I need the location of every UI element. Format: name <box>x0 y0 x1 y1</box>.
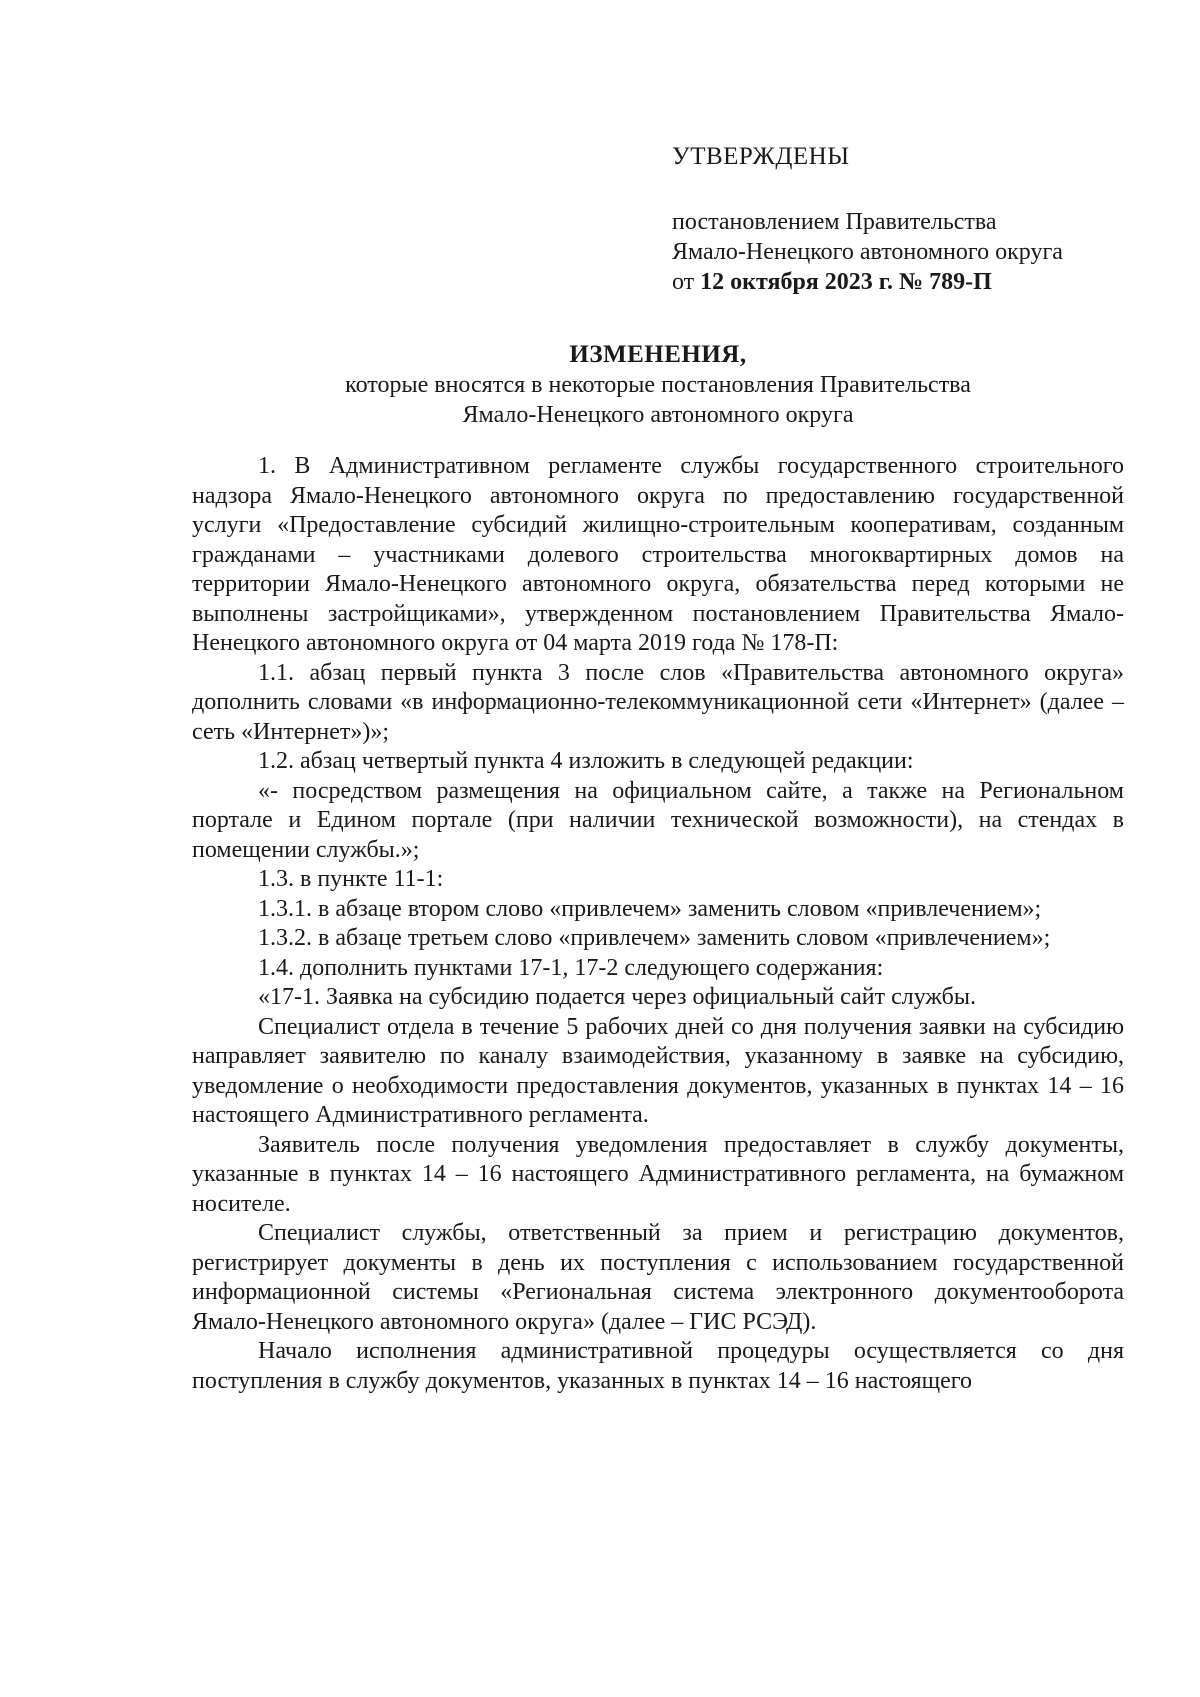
paragraph: 1.2. абзац четвертый пункта 4 изложить в следующей редакции: <box>258 748 914 774</box>
paragraph: 1.3.2. в абзаце третьем слово «привлечем» заменить словом «привлечением»; <box>258 925 1051 951</box>
approval-date-line <box>672 267 1142 297</box>
paragraph: 1.4. дополнить пунктами 17-1, 17-2 следующего содержания: <box>258 954 884 981</box>
paragraph: Заявитель после получения уведомления предоставляет в службу документы, указанные в пунктах 14 – 16 настоящего Административного регламента, на бумажном носителе. <box>192 1131 1124 1217</box>
paragraph: Начало исполнения административной процедуры осуществляется со дня поступления в службу документов, указанных в пунктах 14 – 16 настоящего <box>192 1338 1124 1394</box>
document-subtitle-line-2: Ямало-Ненецкого автономного округа <box>462 402 854 428</box>
document-title: ИЗМЕНЕНИЯ, <box>569 341 747 368</box>
paragraph: 1.1. абзац первый пункта 3 после слов «Правительства автономного округа» дополнить словами «в информационно-телекоммуникационной сети «Интернет» (далее – сеть «Интернет»)»; <box>192 659 1124 745</box>
approval-heading: УТВЕРЖДЕНЫ <box>672 143 850 170</box>
document-title-block <box>192 340 1124 430</box>
paragraph: «17-1. Заявка на субсидию подается через официальный сайт службы. <box>258 984 977 1010</box>
document-subtitle-line-1: которые вносятся в некоторые постановления Правительства <box>345 372 971 398</box>
approval-stamp <box>672 142 1142 297</box>
paragraph: 1. В Административном регламенте службы государственного строительного надзора Ямало-Ненецкого автономного округа по предоставлению государственной услуги «Предоставление субсидий жилищно-строительным кооперативам, созданным гражданами – участниками долевого строительства многоквартирных домов на территории Ямало-Ненецкого автономного округа, обязательства перед которыми не выполнены застройщиками», утвержденном постановлением Правительства Ямало-Ненецкого автономного округа от 04 марта 2019 года № 178-П: <box>192 453 1124 656</box>
paragraph: 1.3. в пункте 11-1: <box>258 866 444 892</box>
paragraph: 1.3.1. в абзаце втором слово «привлечем» заменить словом «привлечением»; <box>258 895 1042 922</box>
approval-date-prefix: от <box>672 269 695 295</box>
document-body <box>192 452 1124 1396</box>
paragraph: Специалист службы, ответственный за прием и регистрацию документов, регистрирует документы в день их поступления с использованием государственной информационной системы «Региональная система электронного документооборота Ямало-Ненецкого автономного округа» (далее – ГИС РСЭД). <box>192 1220 1124 1335</box>
approval-line-2: Ямало-Ненецкого автономного округа <box>672 239 1063 265</box>
paragraph: «- посредством размещения на официальном сайте, а также на Региональном портале и Едином портале (при наличии технической возможности), на стендах в помещении службы.»; <box>192 777 1124 863</box>
approval-date-number: 12 октября 2023 г. № 789-П <box>700 269 992 295</box>
paragraph: Специалист отдела в течение 5 рабочих дней со дня получения заявки на субсидию направляет заявителю по каналу взаимодействия, указанному в заявке на субсидию, уведомление о необходимости предоставления документов, указанных в пунктах 14 – 16 настоящего Административного регламента. <box>192 1013 1124 1128</box>
approval-line-1: постановлением Правительства <box>672 209 997 235</box>
